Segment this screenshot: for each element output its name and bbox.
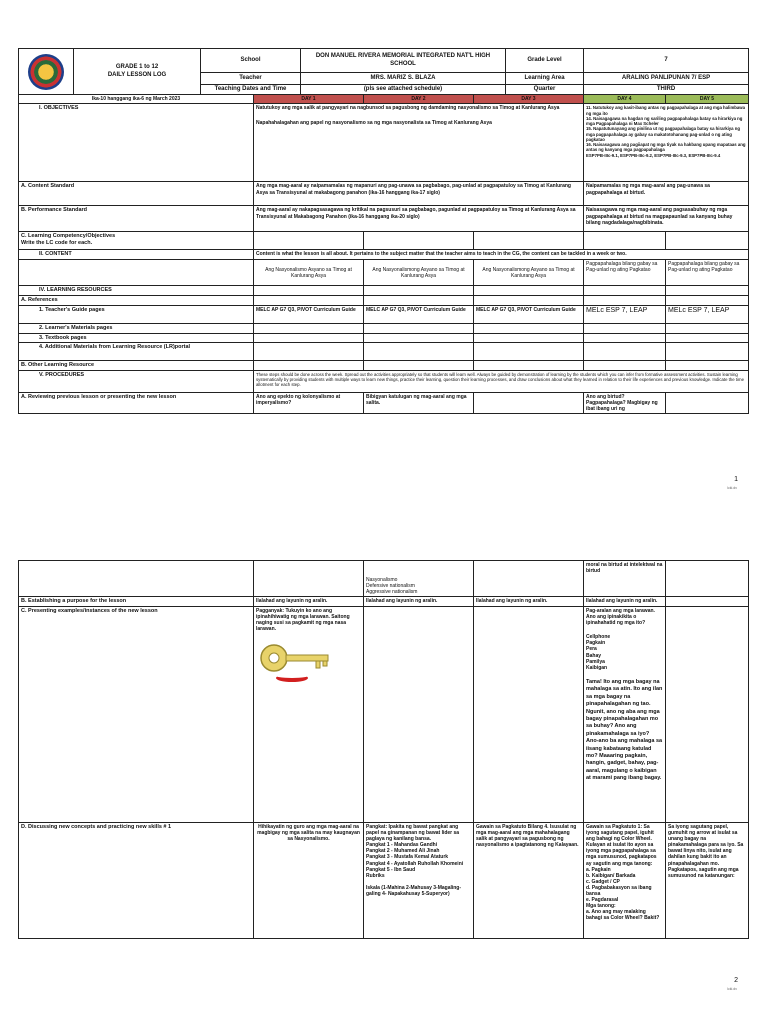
learning-area-label: Learning Area [506,73,584,85]
references-label: A. References [19,296,254,306]
top-day4: moral na birtud at intelektwal na birtud [584,561,666,597]
quarter-value: THIRD [584,85,749,95]
quarter-label: Quarter [506,85,584,95]
discuss-day3: Gawain sa Pagkatuto Bilang 4. Isusulat ng mga mag-aaral ang mga mahahalagang salik at pangyayari sa pagusbong ng nasyonalismo a ipagtatanong ng Kalayaan. [474,823,584,939]
page-number-2: 2 [734,977,738,984]
content-note: Content is what the lesson is all about. It pertains to the subject matter that the teacher aims to teach in the CG, the content can be tackled in a week or two. [254,250,749,260]
purpose-day5 [666,597,749,607]
purpose-day3: Ilalahad ang layunin ng aralin. [474,597,584,607]
performance-standard-day1-3: Ang mag-aaral ay nakapagsasagawa ng kritikal na pagsusuri sa pagbabago, pagunlad at pagpapatuloy sa Timog at Kanlurang Asya sa Transisyunal at Makabagong Panahon (ika-16 hanggang ika-20 siglo) [254,206,584,232]
teacher-label: Teacher [201,73,301,85]
top-day3 [474,561,584,597]
teachers-guide-day2: MELC AP G7 Q3, PIVOT Curriculum Guide [364,305,474,323]
content-label: II. CONTENT [19,250,254,260]
objectives-day1-3 [254,104,584,182]
content-day1: Ang Nasyonalismo Asyano sa Timog at Kanlurang Asya [254,260,364,286]
purpose-label: B. Establishing a purpose for the lesson [19,597,254,607]
examples-day1 [254,607,364,823]
day-2-header: DAY 2 [364,95,474,104]
school-label: School [201,49,301,73]
content-standard-day1-3: Ang mga mag-aaral ay naipamamalas ng mapanuri ang pag-unawa sa pagbabago, pag-unlad at pagpapatuloy sa Timog at Kanlurang Asya sa Transisyunal at makabagong panahon (ika-16 hanggang ika-17 siglo) [254,182,584,206]
examples-day5 [666,607,749,823]
top-day2: Nasyonalismo Defensive nationalism Aggressive nationalism [364,561,474,597]
examples-day1-text: Pagganyak: Tukuyin ko ano ang ipinahihiwatig ng mga larawan. Saitong naging susi sa pagkamit ng mga nasa larawan. [256,608,350,633]
procedures-label: V. PROCEDURES [19,370,254,392]
review-day4: Ano ang birtud? Pagpapahalaga? Magbigay ng ibat ibang uri ng [584,392,666,413]
page-number-1: 1 [734,476,738,483]
school-value: DON MANUEL RIVERA MEMORIAL INTEGRATED NAT'L HIGH SCHOOL [301,49,506,73]
content-day3: Ang Nasyonalismong Asyano sa Timog at Kanlurang Asya [474,260,584,286]
deped-logo-cell [19,49,74,95]
textbook-label: 3. Textbook pages [19,333,254,343]
day-1-header: DAY 1 [254,95,364,104]
day-5-header: DAY 5 [666,95,749,104]
discuss-day2: Pangkat: Ipakita ng bawat pangkat ang papel na ginampanan ng bawat lider sa paglaya ng kanilang bansa. Pangkat 1 - Mahandas Gandhi Pangkat 2 - Muhamed Ali Jinah Pangkat 3 - Mustafa Kemal Ataturk Pangkat 4 - Ayatollah Ruhollah Khomeini Pangkat 5 - Ibn Saud Rubriks Iskala (1-Mahina 2-Mahusay 3-Magaling-galing 4- Napakahusay 5-Superyor) [364,823,474,939]
competency-day5 [666,232,749,250]
dates-value: (pls see attached schedule) [301,85,506,95]
examples-day4-intro: Pag-aralan ang mga larawan. Ano ang ipinakikita o ipinahahatid ng mga ito? [586,608,655,627]
day-3-header: DAY 3 [474,95,584,104]
performance-standard-label: B. Performance Standard [19,206,254,232]
top-label [19,561,254,597]
discuss-label: D. Discussing new concepts and practicing new skills # 1 [19,823,254,939]
other-resource-label: B. Other Learning Resource [19,361,254,371]
review-day5 [666,392,749,413]
purpose-day4: Ilalahad ang layunin ng aralin. [584,597,666,607]
lesson-table-1 [18,94,749,414]
competency-day2 [364,232,474,250]
grade-title: GRADE 1 to 12 DAILY LESSON LOG [74,49,201,95]
key-image [256,636,361,696]
objective-a: Natutukoy ang mga salik at pangyayari na nagbunsod sa pagusbong ng damdaming nasyonalismo sa Timog at Kanlurang Asya [256,105,560,112]
lesson-log-page-1 [18,48,748,414]
content-day5: Pagpapahalaga bilang gabay sa Pag-unlad ng ating Pagkatao [666,260,749,286]
content-blank [19,260,254,286]
date-range: Ika-10 hanggang ika-6 ng March 2023 [19,95,254,104]
purpose-day1: Ilalahad ang layunin ng aralin. [254,597,364,607]
teachers-guide-day3: MELC AP G7 Q3, PIVOT Curriculum Guide [474,305,584,323]
teachers-guide-day5: MELc ESP 7, LEAP [666,305,749,323]
examples-label: C. Presenting examples/instances of the new lesson [19,607,254,823]
content-standard-day4-5: Naipamamalas ng mga mag-aaral ang pag-unawa sa pagpapahalaga at birtud. [584,182,749,206]
lr-portal-label: 4. Additional Materials from Learning Resource (LR)portal [19,343,254,361]
content-day2: Ang Nasyonalismong Asyano sa Timog at Kanlurang Asya [364,260,474,286]
page-footer-1: lcki.dv [727,486,737,490]
teachers-guide-day4: MELc ESP 7, LEAP [584,305,666,323]
lesson-log-page-2 [18,560,748,939]
review-day3 [474,392,584,413]
lesson-table-2 [18,560,749,939]
grade-level-label: Grade Level [506,49,584,73]
learners-materials-label: 2. Learner's Materials pages [19,323,254,333]
deped-seal-icon [28,54,64,90]
dates-label: Teaching Dates and Time [201,85,301,95]
top-day1 [254,561,364,597]
resources-label: IV. LEARNING RESOURCES [19,286,254,296]
competency-day4 [584,232,666,250]
procedures-note: These steps should be done across the week. Spread out the activities appropriately so that students will learn well. Always be guided by demonstration of learning by the students which you can infer from formative assessment activities. Sustain learning systematically by providing students with multiple ways to learn new things, practice their learning, question their learning processes, and draw conclusions about what they learned in relation to their life experiences and previous knowledge. Indicate the time allotment for each step. [254,370,749,392]
teachers-guide-day1: MELC AP G7 Q3, PIVOT Curriculum Guide [254,305,364,323]
grade-level-value: 7 [584,49,749,73]
objective-b: Napahahalagahan ang papel ng nasyonalismo sa ng mga nasyonalista sa Timog at Kanlurang Asya [256,119,492,126]
content-day4: Pagpapahalaga bilang gabay sa Pag-unlad ng ating Pagkatao [584,260,666,286]
review-label: A. Reviewing previous lesson or presenting the new lesson [19,392,254,413]
purpose-day2: Ilalahad ang layunin ng aralin. [364,597,474,607]
competency-day3 [474,232,584,250]
competency-label: C. Learning Competency/Objectives Write the LC code for each. [19,232,254,250]
competency-day1 [254,232,364,250]
objectives-day4-5: 11. Natutukoy ang kasit-ibang antas ng pagpapahalaga at ang mga halimbawa ng mga ito 14. Naisagagawa na hagdan ng sariling pagpapahalaga batay sa hirarkiya ng mga Pagpapahalaga ni Max Scheler 15. Napatutunayang ang pinilina ut ng pagpapahalaga batay sa hirarkiya ng mga pagpapahalaga ay gabay sa makatotohanang pag-unlad o ng ating pagkatao 16. Naisasagawa ang pagiiapat ng mga tiyak na hakbang upang mapataas ang antas ng kanyang mga pagpapahalaga ESP7PB-IIIc-9.1, ESP7PB-IIIc-9.2, ESP7PB-IIIc-9.3, ESP7PB-IIIc-9.4 [584,104,749,182]
top-day5 [666,561,749,597]
teacher-value: MRS. MARIZ S. BLAZA [301,73,506,85]
teachers-guide-label: 1. Teacher's Guide pages [19,305,254,323]
examples-day4-body: Tama! Ito ang mga bagay na mahalaga sa atin. Ito ang ilan sa mga bagay na pinapahalagahan ng tao. Ngunit, ano ng aba ang mga bagay pinapahalagahan mo sa buhay? Ano ang pinakamahalaga sa iyo? Ano-ano ba ang mahalaga sa iisang kabataang katulad mo? Maaaring pagkain, hangin, gadget, bahay, pag-aaral, magulang o kaibigan at marami pang ibang bagay. [586,678,663,782]
review-day1: Ano ang epekto ng kolonyalismo at imperyalismo? [254,392,364,413]
performance-standard-day4-5: Naisasagawa ng mga mag-aaral ang pagsasabuhay ng mga pagpapahalaga at birtud na magpapaunlad sa kanyang buhay bilang nagdadalaga/nagbibinata. [584,206,749,232]
examples-day4 [584,607,666,823]
review-day2: Bibigyan katulugan ng mag-aaral ang mga salita. [364,392,474,413]
examples-day4-list: Cellphone Pagkain Pera Bahay Pamilya Kaibigan [586,634,611,671]
day-4-header: DAY 4 [584,95,666,104]
discuss-day4: Gawain sa Pagkatuto 1: Sa iyong sagutang papel, iguhit ang bahagi ng Color Wheel. Kulayan at isulat ito ayon sa iyong mga pagpapahalaga sa mga sumusunod, pagkatapos ay sagutin ang mga tanong: a. Pagkain b. Kaibigan/ Barkada c. Gadget / CP d. Pagbabakasyon sa ibang bansa e. Pagdarasal Mga tanong: a. Ano ang may malaking bahagi sa Color Wheel? Bakit? [584,823,666,939]
page-footer-2: lcki.dv [727,987,737,991]
header-table [18,48,749,95]
learning-area-value: ARALING PANLIPUNAN 7/ ESP [584,73,749,85]
objectives-label: I. OBJECTIVES [19,104,254,182]
examples-day3 [474,607,584,823]
examples-day2 [364,607,474,823]
discuss-day5: Sa iyong sagutang papel, gumuhit ng arrow at isulat sa unang bagay na pinakamahalaga para sa iyo. Sa bawat linya nito, isulat ang dahilan kung bakit ito an pinapahalagahan mo. Pagkatapos, sagutin ang mga sumusunod na katanungan: [666,823,749,939]
content-standard-label: A. Content Standard [19,182,254,206]
key-icon [256,636,336,696]
discuss-day1: Hihikayatin ng guro ang mga mag-aaral na magbigay ng mga salita na may kaugnayan sa Nasyonalismo. [254,823,364,939]
